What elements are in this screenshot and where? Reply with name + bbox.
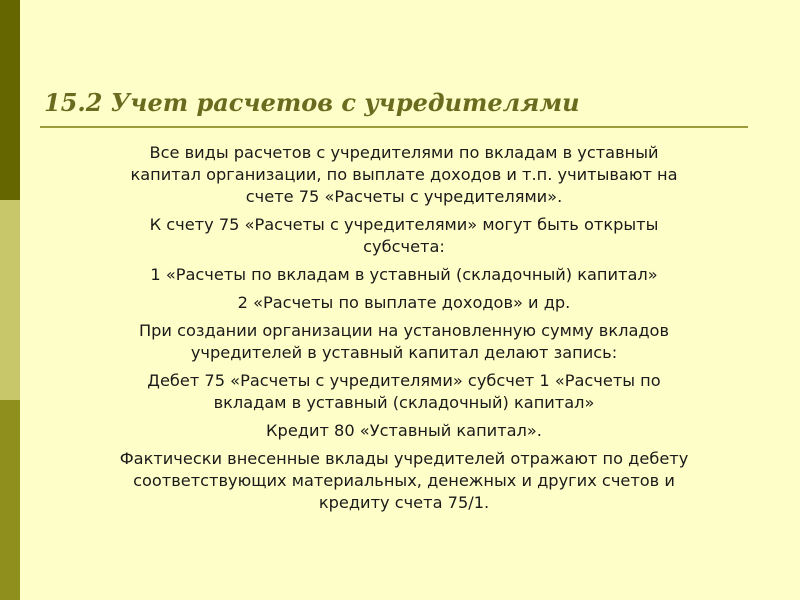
paragraph-actual-contributions (60, 448, 748, 514)
paragraph-line: субсчета: (363, 237, 445, 256)
paragraph-line: соответствующих материальных, денежных и других счетов и (133, 471, 675, 490)
paragraph-line: Кредит 80 «Уставный капитал». (266, 421, 542, 440)
paragraph-line: 1 «Расчеты по вкладам в уставный (складочный) капитал» (150, 265, 658, 284)
title-underline (40, 126, 748, 128)
slide-body (60, 142, 748, 520)
paragraph-line: капитал организации, по выплате доходов и т.п. учитывают на (130, 165, 678, 184)
side-strip-top (0, 0, 20, 200)
paragraph-subaccount-2 (60, 292, 748, 314)
paragraph-debit-entry (60, 370, 748, 414)
side-strip-bottom (0, 400, 20, 600)
paragraph-line: кредиту счета 75/1. (318, 493, 490, 512)
paragraph-line: Дебет 75 «Расчеты с учредителями» субсчет 1 «Расчеты по (147, 371, 661, 390)
paragraph-credit-entry (60, 420, 748, 442)
paragraph-line: Фактически внесенные вклады учредителей отражают по дебету (119, 449, 689, 468)
paragraph-line: 2 «Расчеты по выплате доходов» и др. (237, 293, 571, 312)
paragraph-line: учредителей в уставный капитал делают запись: (190, 343, 618, 362)
side-strip-middle (0, 200, 20, 400)
paragraph-subaccounts (60, 214, 748, 258)
paragraph-organization-creation (60, 320, 748, 364)
paragraph-accounting-scope (60, 142, 748, 208)
paragraph-line: вкладам в уставный (складочный) капитал» (213, 393, 595, 412)
paragraph-line: счете 75 «Расчеты с учредителями». (245, 187, 563, 206)
slide-title: 15.2 Учет расчетов с учредителями (44, 88, 580, 117)
paragraph-line: При создании организации на установленную сумму вкладов (138, 321, 670, 340)
paragraph-subaccount-1 (60, 264, 748, 286)
paragraph-line: К счету 75 «Расчеты с учредителями» могут быть открыты (149, 215, 659, 234)
paragraph-line: Все виды расчетов с учредителями по вкладам в уставный (149, 143, 659, 162)
